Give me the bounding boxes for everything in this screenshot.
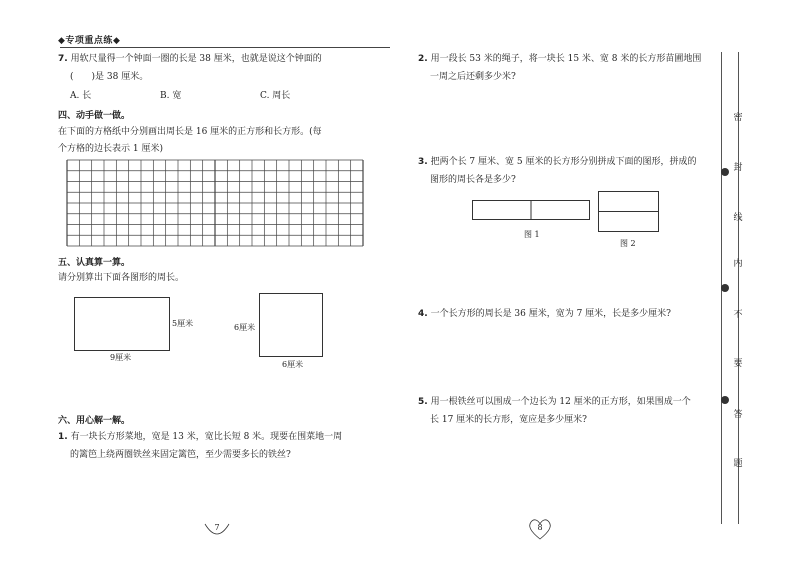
- question-5-number: 5.: [418, 397, 428, 407]
- margin-char-4: 内: [733, 259, 743, 269]
- question-7-line1: 用软尺量得一个钟面一圈的长是 38 厘米，也就是说这个钟面的: [70, 54, 322, 64]
- option-b: B. 宽: [160, 91, 182, 101]
- question-5-line2: 长 17 厘米的长方形，宽应是多少厘米?: [430, 415, 587, 425]
- section-6-q1-line1: 有一块长方形菜地，宽是 13 米，宽比长短 8 米。现要在围菜地一周: [70, 432, 343, 442]
- margin-char-1: 密: [733, 113, 743, 123]
- square-bottom-label: 6厘米: [282, 360, 304, 369]
- question-2: [418, 53, 701, 66]
- question-3-number: 3.: [418, 157, 428, 167]
- rectangle-height-label: 5厘米: [172, 319, 194, 328]
- page-number-right: 8: [537, 523, 543, 532]
- question-5: [418, 396, 691, 409]
- question-3-line2: 图形的周长各是多少?: [430, 175, 516, 185]
- option-c: C. 周长: [260, 91, 291, 101]
- binding-hole-1: [721, 168, 729, 176]
- binding-hole-2: [721, 284, 729, 292]
- rectangle-width-label: 9厘米: [110, 353, 132, 362]
- section-header: ◆专项重点练◆: [58, 36, 121, 46]
- option-a: A. 长: [70, 91, 92, 101]
- margin-char-5: 不: [733, 310, 743, 320]
- question-7-number: 7.: [58, 54, 68, 64]
- section-6-q1-number: 1.: [58, 432, 68, 442]
- margin-char-2: 封: [733, 163, 743, 173]
- square-side-label: 6厘米: [234, 323, 256, 332]
- section-4-line2: 个方格的边长表示 1 厘米): [58, 144, 163, 154]
- section-6-title: 六、用心解一解。: [58, 416, 131, 426]
- rectangle-figure: [74, 297, 170, 351]
- margin-char-8: 题: [733, 459, 743, 469]
- header-rule: [60, 47, 390, 48]
- question-2-number: 2.: [418, 54, 428, 64]
- question-7: [58, 53, 322, 66]
- figure-2-label: 图 2: [620, 239, 636, 248]
- grid-paper: [66, 159, 364, 247]
- section-6-question-1: [58, 431, 342, 444]
- question-3: [418, 156, 696, 169]
- section-5-title: 五、认真算一算。: [58, 258, 131, 268]
- section-4-title: 四、动手做一做。: [58, 111, 131, 121]
- question-5-line1: 用一根铁丝可以围成一个边长为 12 厘米的正方形，如果围成一个: [430, 397, 691, 407]
- question-2-line1: 用一段长 53 米的绳子，将一块长 15 米、宽 8 米的长方形苗圃地围: [430, 54, 702, 64]
- question-4: [418, 308, 671, 321]
- section-5-instruction: 请分别算出下面各图形的周长。: [58, 273, 185, 283]
- question-4-number: 4.: [418, 309, 428, 319]
- section-header-label: 专项重点练: [65, 36, 113, 46]
- margin-char-7: 答: [733, 410, 743, 420]
- figure-2: [598, 191, 660, 233]
- page-number-left: 7: [214, 523, 220, 532]
- question-4-line1: 一个长方形的周长是 36 厘米，宽为 7 厘米，长是多少厘米?: [430, 309, 672, 319]
- section-4-line1: 在下面的方格纸中分别画出周长是 16 厘米的正方形和长方形。(每: [58, 127, 322, 137]
- section-6-q1-line2: 的篱笆上绕两圈铁丝来固定篱笆，至少需要多长的铁丝?: [70, 450, 291, 460]
- figure-1-label: 图 1: [524, 230, 540, 239]
- binding-hole-3: [721, 396, 729, 404]
- question-7-line2: ( )是 38 厘米。: [70, 72, 149, 82]
- question-2-line2: 一周之后还剩多少米?: [430, 72, 516, 82]
- margin-char-6: 要: [733, 359, 743, 369]
- figure-1: [472, 200, 590, 222]
- margin-char-3: 线: [733, 213, 743, 223]
- question-3-line1: 把两个长 7 厘米、宽 5 厘米的长方形分别拼成下面的图形，拼成的: [430, 157, 697, 167]
- square-figure: [259, 293, 323, 357]
